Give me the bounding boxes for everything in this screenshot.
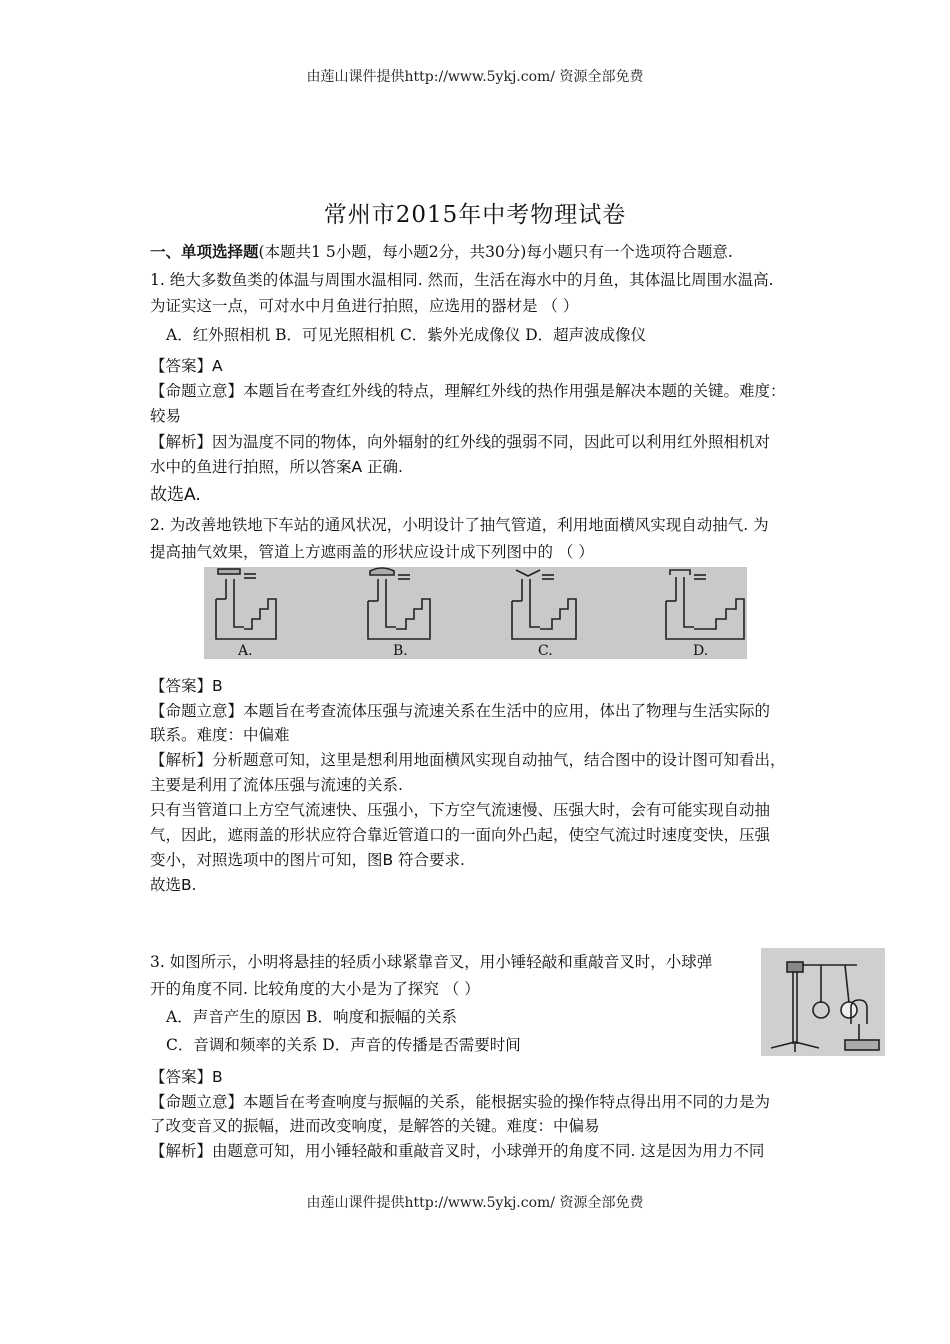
q2-label-d: D. (693, 643, 709, 659)
q1-options: A．红外照相机 B．可见光照相机 C．紫外光成像仪 D．超声波成像仪 (166, 326, 647, 344)
q2-figure (204, 567, 747, 659)
q3-intent-line2: 了改变音叉的振幅，进而改变响度，是解答的关键。难度：中偏易 (150, 1117, 600, 1135)
q1-choose: 故选A. (150, 485, 201, 505)
q2-option-c-drawing (512, 570, 576, 639)
q3-figure (761, 948, 885, 1056)
q2-analysis-line1: 【解析】分析题意可知，这里是想利用地面横风实现自动抽气，结合图中的设计图可知看出， (150, 751, 786, 769)
q2-label-c: C. (538, 643, 553, 659)
q2-answer: 【答案】B (150, 677, 223, 695)
q3-line2: 开的角度不同. 比较角度的大小是为了探究 （ ） (150, 980, 480, 998)
page-header: 由莲山课件提供http://www.5ykj.com/ 资源全部免费 (306, 69, 644, 85)
q2-analysis-line2: 主要是利用了流体压强与流速的关系. (150, 776, 403, 794)
q3-line1: 3. 如图所示，小明将悬挂的轻质小球紧靠音叉，用小锤轻敲和重敲音叉时，小球弹 (150, 953, 713, 971)
q1-analysis-line1: 【解析】因为温度不同的物体，向外辐射的红外线的强弱不同，因此可以利用红外照相机对 (150, 433, 771, 451)
q1-line1: 1. 绝大多数鱼类的体温与周围水温相同. 然而，生活在海水中的月鱼，其体温比周围水温高. (150, 271, 774, 289)
q1-analysis-line2: 水中的鱼进行拍照，所以答案A 正确. (150, 458, 403, 476)
q2-choose: 故选B. (150, 876, 197, 894)
section-note: (本题共1 5小题，每小题2分，共30分)每小题只有一个选项符合题意. (258, 243, 733, 261)
q2-analysis-line4: 气，因此，遮雨盖的形状应符合靠近管道口的一面向外凸起，使空气流过时速度变快，压强 (150, 826, 771, 844)
section-heading (150, 240, 733, 262)
q2-option-a-drawing (216, 569, 276, 639)
q2-analysis-line3: 只有当管道口上方空气流速快、压强小，下方空气流速慢、压强大时，会有可能实现自动抽 (150, 801, 771, 819)
q2-option-b-drawing (368, 568, 430, 639)
q1-intent-line2: 较易 (150, 407, 182, 425)
q3-options-line2: C．音调和频率的关系 D．声音的传播是否需要时间 (166, 1036, 521, 1054)
q2-label-a: A. (238, 643, 253, 659)
q2-line2: 提高抽气效果，管道上方遮雨盖的形状应设计成下列图中的 （ ） (150, 543, 594, 561)
q2-intent-line2: 联系。难度：中偏难 (150, 726, 290, 744)
q1-answer: 【答案】A (150, 357, 223, 375)
q2-option-d-drawing (666, 570, 744, 639)
q3-options-line1: A．声音产生的原因 B．响度和振幅的关系 (166, 1008, 458, 1026)
q2-analysis-line5: 变小，对照选项中的图片可知，图B 符合要求. (150, 851, 465, 869)
q3-intent-line1: 【命题立意】本题旨在考查响度与振幅的关系，能根据实验的操作特点得出用不同的力是为 (150, 1093, 771, 1111)
q2-intent-line1: 【命题立意】本题旨在考查流体压强与流速关系在生活中的应用，体出了物理与生活实际的 (150, 702, 771, 720)
section-title: 一、单项选择题 (150, 243, 259, 261)
page-title: 常州市2015年中考物理试卷 (323, 202, 627, 228)
tuning-fork-apparatus-drawing (771, 962, 879, 1052)
q3-answer: 【答案】B (150, 1068, 223, 1086)
q2-line1: 2. 为改善地铁地下车站的通风状况，小明设计了抽气管道，利用地面横风实现自动抽气. 为 (150, 516, 769, 534)
q2-figure-svg (204, 567, 747, 659)
q3-figure-svg (761, 948, 885, 1056)
q1-intent-line1: 【命题立意】本题旨在考查红外线的特点，理解红外线的热作用强是解决本题的关键。难度： (150, 382, 786, 400)
q1-line2: 为证实这一点，可对水中月鱼进行拍照，应选用的器材是 （ ） (150, 297, 579, 315)
page-footer: 由莲山课件提供http://www.5ykj.com/ 资源全部免费 (306, 1195, 644, 1211)
q2-label-b: B. (393, 643, 408, 659)
q3-analysis-line1: 【解析】由题意可知，用小锤轻敲和重敲音叉时，小球弹开的角度不同. 这是因为用力不同 (150, 1142, 765, 1160)
